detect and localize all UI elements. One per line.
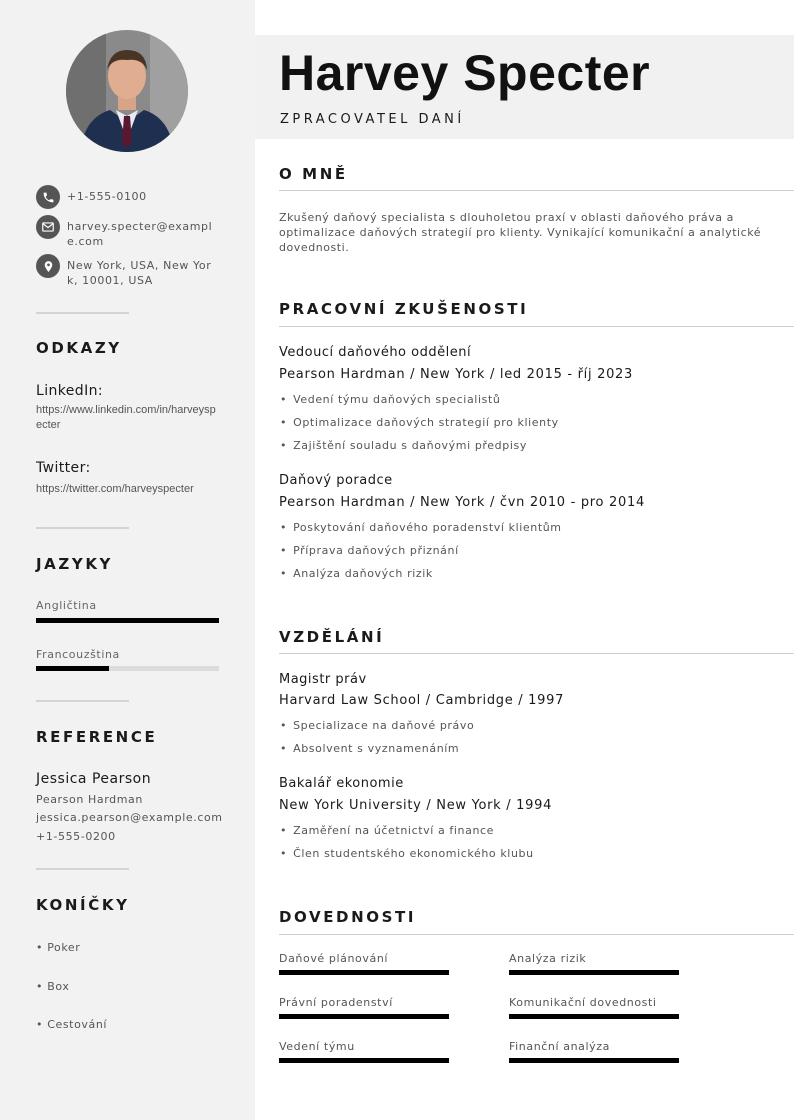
skill-name: Vedení týmu <box>279 1040 355 1053</box>
bullet-text: Zajištění souladu s daňovými předpisy <box>293 439 527 452</box>
sidebar-divider <box>36 868 129 870</box>
job-org: Pearson Hardman / New York / čvn 2010 - pro 2014 <box>279 495 645 510</box>
reference-email[interactable]: jessica.pearson@example.com <box>36 811 223 824</box>
education-bullet: • Specializace na daňové právo <box>280 719 475 732</box>
job-bullet: • Poskytování daňového poradenství klientům <box>280 521 562 534</box>
bullet-text: Člen studentského ekonomického klubu <box>293 847 534 860</box>
language-level-fill <box>36 666 109 671</box>
education-bullet: • Absolvent s vyznamenáním <box>280 742 460 755</box>
skill-level-bar <box>279 1058 449 1063</box>
section-divider <box>279 653 794 654</box>
twitter-link[interactable]: https://twitter.com/harveyspecter <box>36 483 194 495</box>
bullet-text: Analýza daňových rizik <box>293 567 433 580</box>
hobby-label: Box <box>47 980 70 993</box>
bullet-text: Zaměření na účetnictví a finance <box>293 824 495 837</box>
skill-name: Komunikační dovednosti <box>509 996 657 1009</box>
skill-name: Analýza rizik <box>509 952 587 965</box>
languages-heading: JAZYKY <box>36 555 114 573</box>
about-heading: O MNĚ <box>279 165 348 183</box>
language-level-fill <box>36 618 219 623</box>
education-degree: Magistr práv <box>279 672 367 687</box>
job-role: Vedoucí daňového oddělení <box>279 345 472 360</box>
job-bullet: • Analýza daňových rizik <box>280 567 433 580</box>
twitter-label: Twitter: <box>36 460 91 476</box>
language-level-bar <box>36 666 219 671</box>
contact-phone <box>36 185 226 209</box>
email-text[interactable]: harvey.specter@example.com <box>67 220 213 248</box>
skill-level-bar <box>509 1058 679 1063</box>
skill-name: Právní poradenství <box>279 996 393 1009</box>
linkedin-link[interactable]: https://www.linkedin.com/in/harveyspecter <box>36 404 216 431</box>
links-heading: ODKAZY <box>36 339 122 357</box>
bullet-text: Specializace na daňové právo <box>293 719 475 732</box>
reference-company: Pearson Hardman <box>36 793 143 806</box>
education-heading: VZDĚLÁNÍ <box>279 628 385 646</box>
language-name: Francouzština <box>36 648 120 661</box>
about-text: Zkušený daňový specialista s dlouholetou praxí v oblasti daňového práva a optimalizace daňových strategií pro klienty. Vynikající komunikační a analytické dovednosti. <box>279 211 762 254</box>
skill-level-bar <box>279 970 449 975</box>
job-title: ZPRACOVATEL DANÍ <box>280 112 465 127</box>
bullet-text: Absolvent s vyznamenáním <box>293 742 460 755</box>
hobby-item: • Box <box>36 980 70 993</box>
skill-level-bar <box>279 1014 449 1019</box>
experience-heading: PRACOVNÍ ZKUŠENOSTI <box>279 300 529 318</box>
job-bullet: • Zajištění souladu s daňovými předpisy <box>280 439 527 452</box>
hobby-label: Poker <box>47 941 81 954</box>
education-school: New York University / New York / 1994 <box>279 798 553 813</box>
linkedin-label: LinkedIn: <box>36 383 103 399</box>
phone-text: +1-555-0100 <box>67 190 147 203</box>
hobbies-heading: KONÍČKY <box>36 896 130 914</box>
job-org: Pearson Hardman / New York / led 2015 - říj 2023 <box>279 367 633 382</box>
hobby-item: • Poker <box>36 941 81 954</box>
job-bullet: • Vedení týmu daňových specialistů <box>280 393 501 406</box>
skill-level-bar <box>509 1014 679 1019</box>
profile-photo <box>66 30 188 152</box>
sidebar-divider <box>36 312 129 314</box>
bullet-text: Vedení týmu daňových specialistů <box>293 393 501 406</box>
skill-level-bar <box>509 970 679 975</box>
education-bullet: • Zaměření na účetnictví a finance <box>280 824 495 837</box>
reference-name: Jessica Pearson <box>36 771 152 787</box>
mail-icon <box>36 215 60 239</box>
language-level-bar <box>36 618 219 623</box>
bullet-text: Poskytování daňového poradenství klientům <box>293 521 562 534</box>
job-bullet: • Optimalizace daňových strategií pro klienty <box>280 416 559 429</box>
skill-name: Finanční analýza <box>509 1040 610 1053</box>
section-divider <box>279 326 794 327</box>
person-name: Harvey Specter <box>279 45 651 101</box>
sidebar-divider <box>36 527 129 529</box>
reference-phone: +1-555-0200 <box>36 830 116 843</box>
skills-heading: DOVEDNOSTI <box>279 908 417 926</box>
references-heading: REFERENCE <box>36 728 158 746</box>
contact-email <box>36 215 226 249</box>
bullet-text: Příprava daňových přiznání <box>293 544 459 557</box>
education-degree: Bakalář ekonomie <box>279 776 404 791</box>
address-text: New York, USA, New York, 10001, USA <box>67 259 212 287</box>
hobby-item: • Cestování <box>36 1018 108 1031</box>
hobby-label: Cestování <box>47 1018 108 1031</box>
location-pin-icon <box>36 254 60 278</box>
education-bullet: • Člen studentského ekonomického klubu <box>280 847 534 860</box>
sidebar-divider <box>36 700 129 702</box>
language-name: Angličtina <box>36 599 97 612</box>
job-bullet: • Příprava daňových přiznání <box>280 544 459 557</box>
job-role: Daňový poradce <box>279 473 393 488</box>
skill-name: Daňové plánování <box>279 952 389 965</box>
education-school: Harvard Law School / Cambridge / 1997 <box>279 693 565 708</box>
contact-address <box>36 254 226 288</box>
section-divider <box>279 190 794 191</box>
bullet-text: Optimalizace daňových strategií pro klienty <box>293 416 559 429</box>
phone-icon <box>36 185 60 209</box>
section-divider <box>279 934 794 935</box>
